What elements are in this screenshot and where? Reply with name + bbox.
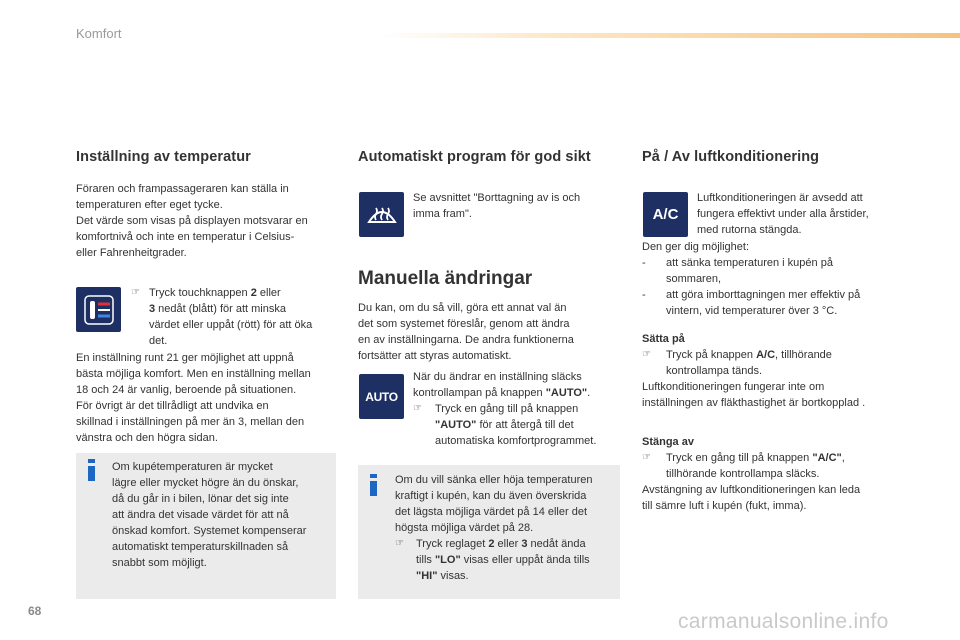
header-accent-bar bbox=[380, 33, 960, 38]
text-line: 18 och 24 är vanlig, beroende på situationen. bbox=[76, 384, 297, 396]
text-part: "HI" bbox=[416, 570, 438, 582]
dash-marker: - bbox=[642, 257, 646, 269]
temperature-intro bbox=[76, 181, 346, 261]
text-part: , bbox=[841, 452, 845, 464]
manual-body bbox=[358, 300, 623, 364]
info-icon bbox=[88, 459, 95, 481]
text-line: Luftkonditioneringen fungerar inte om bbox=[642, 381, 825, 393]
text-line: då du går in i bilen, lönar det sig inte bbox=[112, 493, 289, 505]
text-part: "LO" bbox=[434, 554, 461, 566]
text-line: det. bbox=[149, 335, 168, 347]
text-part: för att återgå till det bbox=[476, 419, 574, 431]
ac-off-heading: Stänga av bbox=[642, 436, 694, 448]
text-part: Tryck en gång till på knappen bbox=[666, 452, 813, 464]
bullet-icon: ☞ bbox=[642, 349, 651, 360]
ac-heading: På / Av luftkonditionering bbox=[642, 149, 820, 165]
text-line: tillhörande kontrollampa släcks. bbox=[666, 468, 820, 480]
text-line: till sämre luft i kupén (fukt, imma). bbox=[642, 500, 807, 512]
text-line: det lägsta möjliga värdet på 14 eller det bbox=[395, 506, 588, 518]
ac-off-section bbox=[642, 434, 912, 514]
ac-benefits bbox=[642, 239, 902, 319]
text-line: att ändra det visade värdet för att nå bbox=[112, 509, 289, 521]
text-line: Luftkonditioneringen är avsedd att bbox=[697, 192, 863, 204]
chapter-title: Komfort bbox=[76, 26, 122, 41]
text-part: Tryck touchknappen bbox=[149, 287, 251, 299]
text-line: skillnad i inställningen på mer än 3, mellan den bbox=[76, 416, 305, 428]
text-part: "A/C" bbox=[812, 452, 842, 464]
text-part: eller bbox=[256, 287, 281, 299]
button-number: 2 bbox=[250, 287, 257, 299]
text-line: högsta möjliga värdet på 28. bbox=[395, 522, 534, 534]
text-part: Tryck reglaget bbox=[416, 538, 489, 550]
ac-description bbox=[697, 190, 907, 238]
ac-button-icon bbox=[643, 192, 688, 237]
button-number: 2 bbox=[488, 538, 495, 550]
info-box-temperature-limits bbox=[358, 465, 620, 599]
manual-heading: Manuella ändringar bbox=[358, 268, 533, 289]
info-text bbox=[112, 459, 334, 571]
page-number: 68 bbox=[28, 604, 42, 618]
text-part: . bbox=[587, 387, 591, 399]
text-line: Om kupétemperaturen är mycket bbox=[112, 461, 273, 473]
defrost-button-icon bbox=[359, 192, 404, 237]
watermark: carmanualsonline.info bbox=[678, 610, 889, 633]
text-part: "AUTO" bbox=[545, 387, 588, 399]
bullet-icon: ☞ bbox=[395, 538, 404, 549]
temperature-body bbox=[76, 350, 346, 446]
text-line: imma fram". bbox=[413, 208, 472, 220]
text-line: önskad komfort. Systemet kompenserar bbox=[112, 525, 307, 537]
auto-label: AUTO bbox=[365, 389, 398, 404]
defrost-reference bbox=[413, 190, 623, 222]
text-line: Se avsnittet "Borttagning av is och bbox=[413, 192, 581, 204]
text-part: visas eller uppåt ända tills bbox=[460, 554, 590, 566]
text-line: komfortnivå och inte en temperatur i Celsius- bbox=[76, 231, 295, 243]
text-line: automatiskt temperaturskillnaden så bbox=[112, 541, 289, 553]
text-line: kraftigt i kupén, kan du även överskrida bbox=[395, 490, 587, 502]
temperature-button-icon bbox=[76, 287, 121, 332]
text-line: Du kan, om du så vill, göra ett annat val än bbox=[358, 302, 567, 314]
ac-label: A/C bbox=[652, 206, 679, 223]
text-line: det som systemet föreslår, genom att ändra bbox=[358, 318, 570, 330]
text-line: En inställning runt 21 ger möjlighet att uppnå bbox=[76, 352, 294, 364]
dash-marker: - bbox=[642, 289, 646, 301]
text-part: tills bbox=[416, 554, 435, 566]
temperature-heading: Inställning av temperatur bbox=[76, 149, 251, 165]
windscreen-defrost-icon bbox=[365, 198, 399, 232]
text-line: Föraren och frampassageraren kan ställa in bbox=[76, 183, 289, 195]
text-part: , tillhörande bbox=[775, 349, 832, 361]
text-line: snabbt som möjligt. bbox=[112, 557, 207, 569]
text-part: "AUTO" bbox=[435, 419, 477, 431]
visibility-heading: Automatiskt program för god sikt bbox=[358, 149, 591, 165]
text-line: inställningen av fläkthastighet är bortkopplad . bbox=[642, 397, 866, 409]
text-line: När du ändrar en inställning släcks bbox=[413, 371, 582, 383]
auto-instruction bbox=[413, 369, 628, 449]
button-number: 3 bbox=[149, 303, 156, 315]
info-box-temperature bbox=[76, 453, 336, 599]
bullet-icon: ☞ bbox=[642, 452, 651, 463]
text-line: För övrigt är det tillrådligt att undvika en bbox=[76, 400, 269, 412]
bullet-icon: ☞ bbox=[131, 287, 140, 298]
temperature-icon bbox=[81, 292, 117, 328]
ac-on-heading: Sätta på bbox=[642, 333, 685, 345]
info-icon bbox=[370, 474, 377, 496]
bullet-icon: ☞ bbox=[413, 403, 422, 414]
text-line: värdet eller uppåt (rött) för att öka bbox=[149, 319, 313, 331]
button-number: 3 bbox=[521, 538, 528, 550]
text-line: Tryck en gång till på knappen bbox=[435, 403, 579, 415]
text-line: kontrollampa tänds. bbox=[666, 365, 762, 377]
text-part: visas. bbox=[437, 570, 469, 582]
text-line: Avstängning av luftkonditioneringen kan leda bbox=[642, 484, 861, 496]
text-line: att sänka temperaturen i kupén på bbox=[666, 257, 833, 269]
info-text bbox=[395, 472, 617, 584]
text-line: att göra imborttagningen mer effektiv på bbox=[666, 289, 861, 301]
text-part: Tryck på knappen bbox=[666, 349, 757, 361]
text-line: Om du vill sänka eller höja temperaturen bbox=[395, 474, 593, 486]
text-line: Det värde som visas på displayen motsvarar en bbox=[76, 215, 308, 227]
text-line: sommaren, bbox=[666, 273, 722, 285]
text-line: vänstra och den högra sidan. bbox=[76, 432, 218, 444]
text-part: nedåt (blått) för att minska bbox=[155, 303, 286, 315]
text-line: lägre eller mycket högre än du önskar, bbox=[112, 477, 299, 489]
auto-button-icon bbox=[359, 374, 404, 419]
text-part: A/C bbox=[756, 349, 776, 361]
text-part: nedåt ända bbox=[527, 538, 586, 550]
ac-on-section bbox=[642, 331, 912, 411]
text-line: bästa möjliga komfort. Men en inställning mellan bbox=[76, 368, 311, 380]
text-line: fungera effektivt under alla årstider, bbox=[697, 208, 869, 220]
text-line: temperaturen efter eget tycke. bbox=[76, 199, 223, 211]
text-line: fortsätter att styras automatiskt. bbox=[358, 350, 512, 362]
text-line: vintern, vid temperaturer över 3 °C. bbox=[666, 305, 838, 317]
text-part: eller bbox=[494, 538, 522, 550]
text-part: kontrollampan på knappen bbox=[413, 387, 546, 399]
temperature-instruction bbox=[131, 285, 341, 349]
text-line: eller Fahrenheitgrader. bbox=[76, 247, 187, 259]
text-line: med rutorna stängda. bbox=[697, 224, 802, 236]
text-line: en av inställningarna. De andra funktionerna bbox=[358, 334, 574, 346]
text-line: Den ger dig möjlighet: bbox=[642, 241, 750, 253]
text-line: automatiska komfortprogrammet. bbox=[435, 435, 597, 447]
